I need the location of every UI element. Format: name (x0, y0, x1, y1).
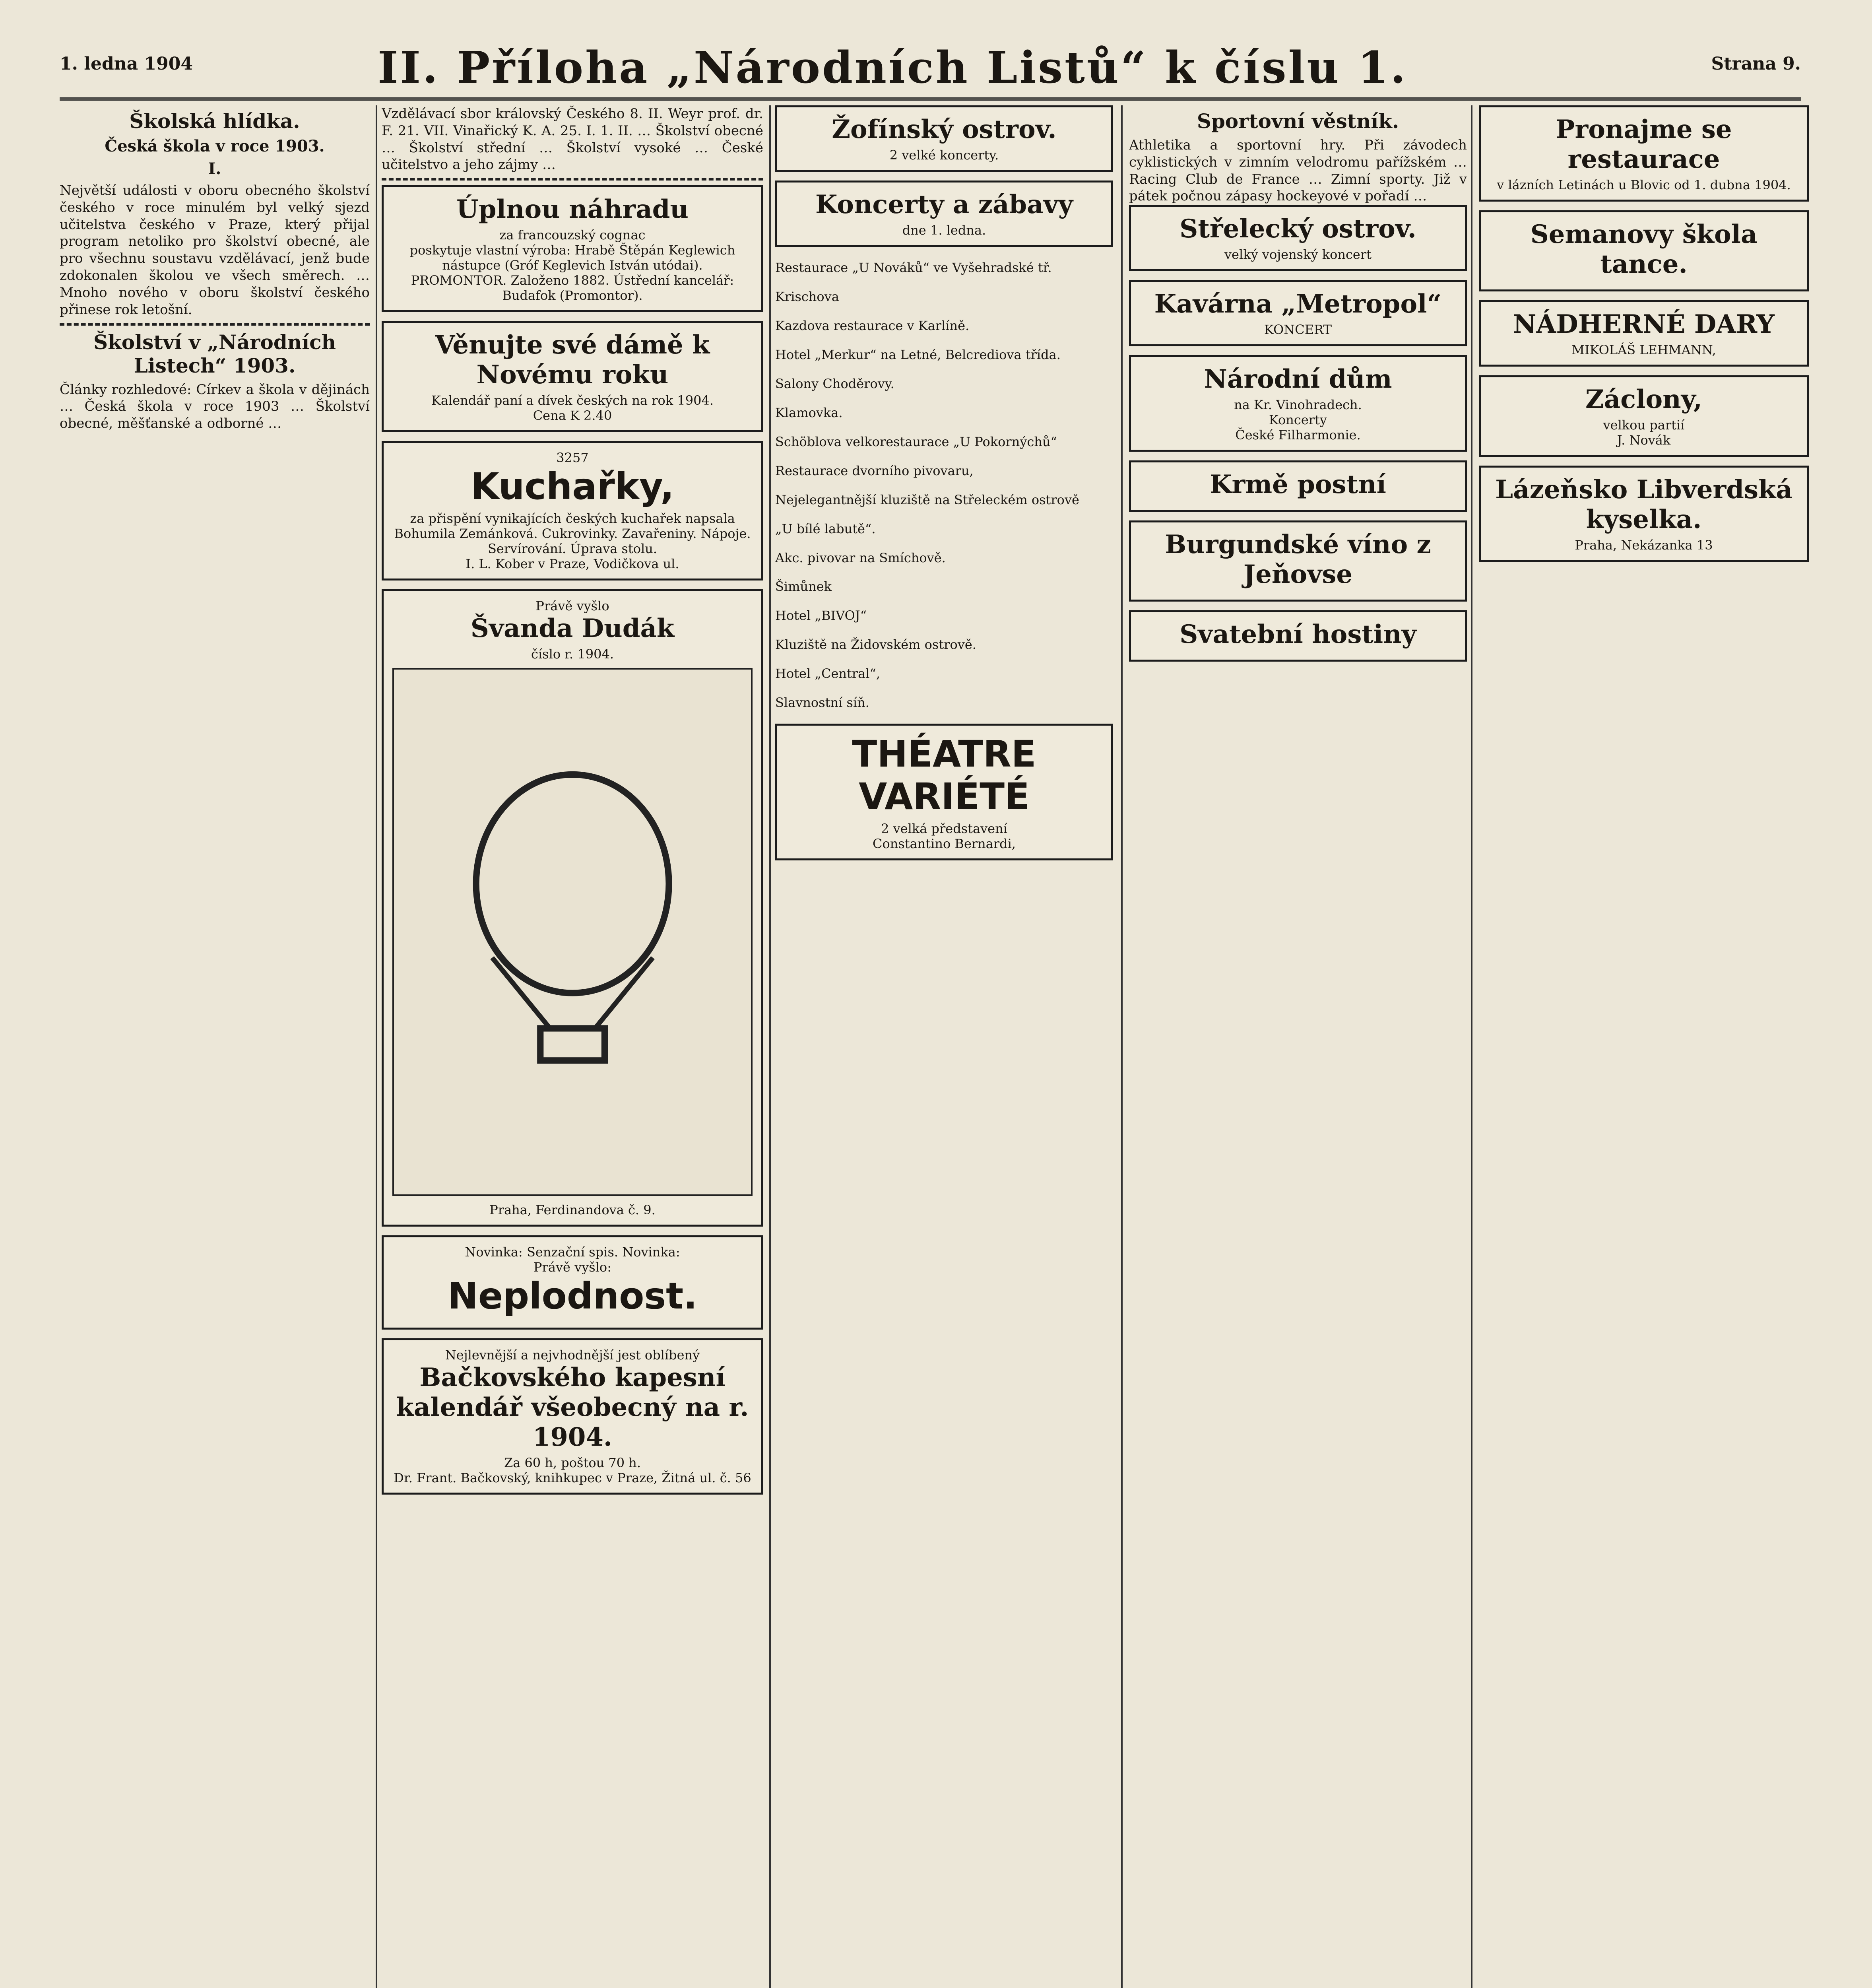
venue-item: Nejelegantnější kluziště na Střeleckém ostrově (775, 492, 1079, 507)
supplement-title: II. Příloha „Národních Listů“ k číslu 1. (378, 42, 1408, 93)
burgundy-title: Burgundské víno z Jeňovse (1165, 530, 1431, 590)
bacek-publisher: Dr. Frant. Bačkovský, knihkupec v Praze, Žitná ul. č. 56 (394, 1470, 751, 1486)
concerts-date: dne 1. ledna. (902, 223, 986, 238)
section-divider (60, 323, 370, 326)
school-column (60, 105, 370, 1988)
dudak-subtitle: číslo r. 1904. (531, 646, 614, 662)
school-article: Největší události v oboru obecného školství českého v roce minulém byl velký sjezd učitelstva českého v Praze, který přijal program netoliko pro školství obecné, ale pro všechnu soustavu vzdělávací, jenž bude zdokonalen školou ve všech směrech. … Mnoho nového v oboru školství českého přinese rok letošní. (60, 182, 370, 318)
cognac-body: poskytuje vlastní výroba: Hrabě Štěpán Keglewich nástupce (Gróf Keglevich István utódai). PROMONTOR. Založeno 1882. Ústřední kancelář: Budafok (Promontor). (409, 243, 735, 303)
gifts-name: MIKOLÁŠ LEHMANN, (1571, 342, 1716, 357)
infertility-title: Neplodnost. (447, 1275, 698, 1318)
venue-item: Restaurace dvorního pivovaru, (775, 463, 974, 478)
burgundy-ad (1129, 520, 1467, 602)
column-rule (1471, 105, 1472, 1988)
cookbook-footer: I. L. Kober v Praze, Vodičkova ul. (466, 556, 679, 572)
venue-item: „U bílé labutě“. (775, 521, 876, 536)
infertility-kicker: Novinka: Senzační spis. Novinka: (465, 1244, 680, 1260)
zofin-title: Žofínský ostrov. (832, 115, 1057, 144)
hunting-title: Střelecký ostrov. (1179, 214, 1416, 244)
calendar-ad (382, 321, 763, 432)
venue-item: Hotel „Merkur“ na Letné, Belcrediova třída. (775, 347, 1061, 362)
school-section-no: I. (208, 159, 221, 178)
school-list-body: Články rozhledové: Církev a škola v dějinách … Česká škola v roce 1903 … Školství obecné, měšťanské a odborné … (60, 381, 370, 432)
concerts-title: Koncerty a zábavy (815, 190, 1073, 219)
bacek-title: Bačkovského kapesní kalendář všeobecný na r. 1904. (396, 1363, 749, 1452)
venue-item: Hotel „Central“, (775, 666, 880, 681)
infertility-pre: Právě vyšlo: (533, 1260, 611, 1275)
venue-item: Slavnostní síň. (775, 695, 869, 711)
metropol-concert: KONCERT (1264, 322, 1332, 338)
cookbook-count: 3257 (556, 450, 589, 466)
cognac-subtitle: za francouzský cognac (499, 227, 646, 243)
curtains-subtitle: velkou partií (1603, 417, 1685, 433)
concerts-column (775, 105, 1113, 1988)
column-rule (1121, 105, 1123, 1988)
section-divider (382, 178, 763, 181)
venue-item: Klamovka. (775, 405, 843, 420)
narodni-dum-concerts: Koncerty (1269, 412, 1327, 428)
curtains-title: Záclony, (1585, 384, 1703, 414)
concerts-ad (775, 181, 1113, 247)
calendar-subtitle: Kalendář paní a dívek českých na rok 1904. (431, 393, 714, 408)
dudak-address: Praha, Ferdinandova č. 9. (489, 1202, 656, 1218)
dudak-ad (382, 589, 763, 1227)
page-header (60, 38, 1801, 101)
novak-name: J. Novák (1617, 433, 1671, 448)
cookbook-ad (382, 441, 763, 580)
narodni-dum-title: Národní dům (1204, 364, 1392, 394)
venue-item: Hotel „BIVOJ“ (775, 608, 867, 623)
column-rule (376, 105, 377, 1988)
page-number: Strana 9. (1711, 54, 1801, 74)
hunting-subtitle: velký vojenský koncert (1224, 247, 1372, 262)
venue-list (775, 260, 1113, 711)
cognac-ad (382, 185, 763, 312)
venue-item: Akc. pivovar na Smíchově. (775, 550, 946, 565)
rent-subtitle: v lázních Letinách u Blovic od 1. dubna 1904. (1497, 177, 1791, 192)
wedding-title: Svatební hostiny (1179, 619, 1416, 650)
artist-name: Constantino Bernardi, (872, 836, 1016, 852)
bacek-price: Za 60 h, poštou 70 h. (504, 1455, 641, 1471)
narodni-dum-orchestra: České Filharmonie. (1235, 427, 1361, 443)
sport-heading: Sportovní věstník. (1197, 109, 1399, 133)
school-subheading: Česká škola v roce 1903. (105, 137, 325, 155)
program-and-ads-column (382, 105, 763, 1988)
sport-column (1129, 105, 1467, 1988)
infertility-ad (382, 1235, 763, 1330)
venue-item: Kazdova restaurace v Karlíně. (775, 318, 970, 333)
rent-title: Pronajme se restaurace (1556, 115, 1732, 174)
zofin-ad (775, 105, 1113, 172)
cognac-title: Úplnou náhradu (456, 194, 689, 225)
program-text: Vzdělávací sbor královský Českého 8. II. Weyr prof. dr. F. 21. VII. Vinařický K. A. 25. I. 1. II. … Školství obecné … Školství střední … Školství vysoké … České učitelstvo a jeho zájmy … (382, 106, 763, 173)
bacek-top: Nejlevnější a nejvhodnější jest oblíbený (445, 1347, 700, 1363)
balloon-illustration (392, 668, 753, 1196)
balloon-icon (412, 696, 733, 1168)
calendar-price: Cena K 2.40 (533, 408, 612, 423)
krme-ad (1129, 460, 1467, 512)
right-ads-column (1479, 105, 1809, 1988)
kyselka-address: Praha, Nekázanka 13 (1575, 538, 1713, 553)
metropol-title: Kavárna „Metropol“ (1154, 289, 1442, 319)
bacek-ad (382, 1338, 763, 1495)
hunting-ad (1129, 205, 1467, 271)
dudak-title: Švanda Dudák (470, 613, 675, 644)
krme-title: Krmě postní (1210, 470, 1386, 500)
theatre-subtitle: 2 velká představení (881, 821, 1007, 837)
cookbook-title: Kuchařky, (471, 465, 674, 508)
venue-item: Kluziště na Židovském ostrově. (775, 637, 976, 652)
calendar-title: Věnujte své dámě k Novému roku (435, 330, 710, 390)
venue-item: Restaurace „U Nováků“ ve Vyšehradské tř. (775, 260, 1052, 275)
school-list-heading: Školství v „Národních Listech“ 1903. (93, 330, 336, 377)
venue-item: Salony Choděrovy. (775, 376, 894, 391)
gifts-title: NÁDHERNÉ DARY (1513, 309, 1775, 339)
issue-date: 1. ledna 1904 (60, 54, 193, 74)
sport-body: Athletika a sportovní hry. Při závodech cyklistických v zimním velodromu pařížském … Racing Club de France … Zimní sporty. Již v pátek počnou zápasy hockeyové v pořadí … (1129, 137, 1467, 204)
dudak-top: Právě vyšlo (535, 598, 609, 614)
rent-ad (1479, 105, 1809, 202)
theatre-title: THÉATRE VARIÉTÉ (852, 733, 1036, 818)
metropol-ad (1129, 280, 1467, 346)
wedding-ad (1129, 610, 1467, 662)
venue-item: Šimůnek (775, 579, 832, 594)
narodni-dum-ad (1129, 355, 1467, 452)
dance-title: Semanovy škola tance. (1530, 219, 1758, 279)
cookbook-body: za přispění vynikajících českých kuchařek napsala Bohumila Zemánková. Cukrovinky. Zavařeniny. Nápoje. Servírování. Úprava stolu. (394, 511, 751, 557)
zofin-subtitle: 2 velké koncerty. (889, 148, 999, 163)
venue-item: Schöblova velkorestaurace „U Pokornýchů“ (775, 434, 1057, 449)
dance-ad (1479, 210, 1809, 291)
kyselka-ad (1479, 466, 1809, 562)
narodni-dum-subtitle: na Kr. Vinohradech. (1234, 397, 1362, 413)
kyselka-title: Lázeňsko Libverdská kyselka. (1495, 475, 1792, 534)
gifts-ad (1479, 300, 1809, 367)
school-heading: Školská hlídka. (129, 109, 300, 133)
venue-item: Krischova (775, 289, 839, 304)
curtains-ad (1479, 375, 1809, 457)
theatre-ad (775, 724, 1113, 860)
column-rule (769, 105, 771, 1988)
